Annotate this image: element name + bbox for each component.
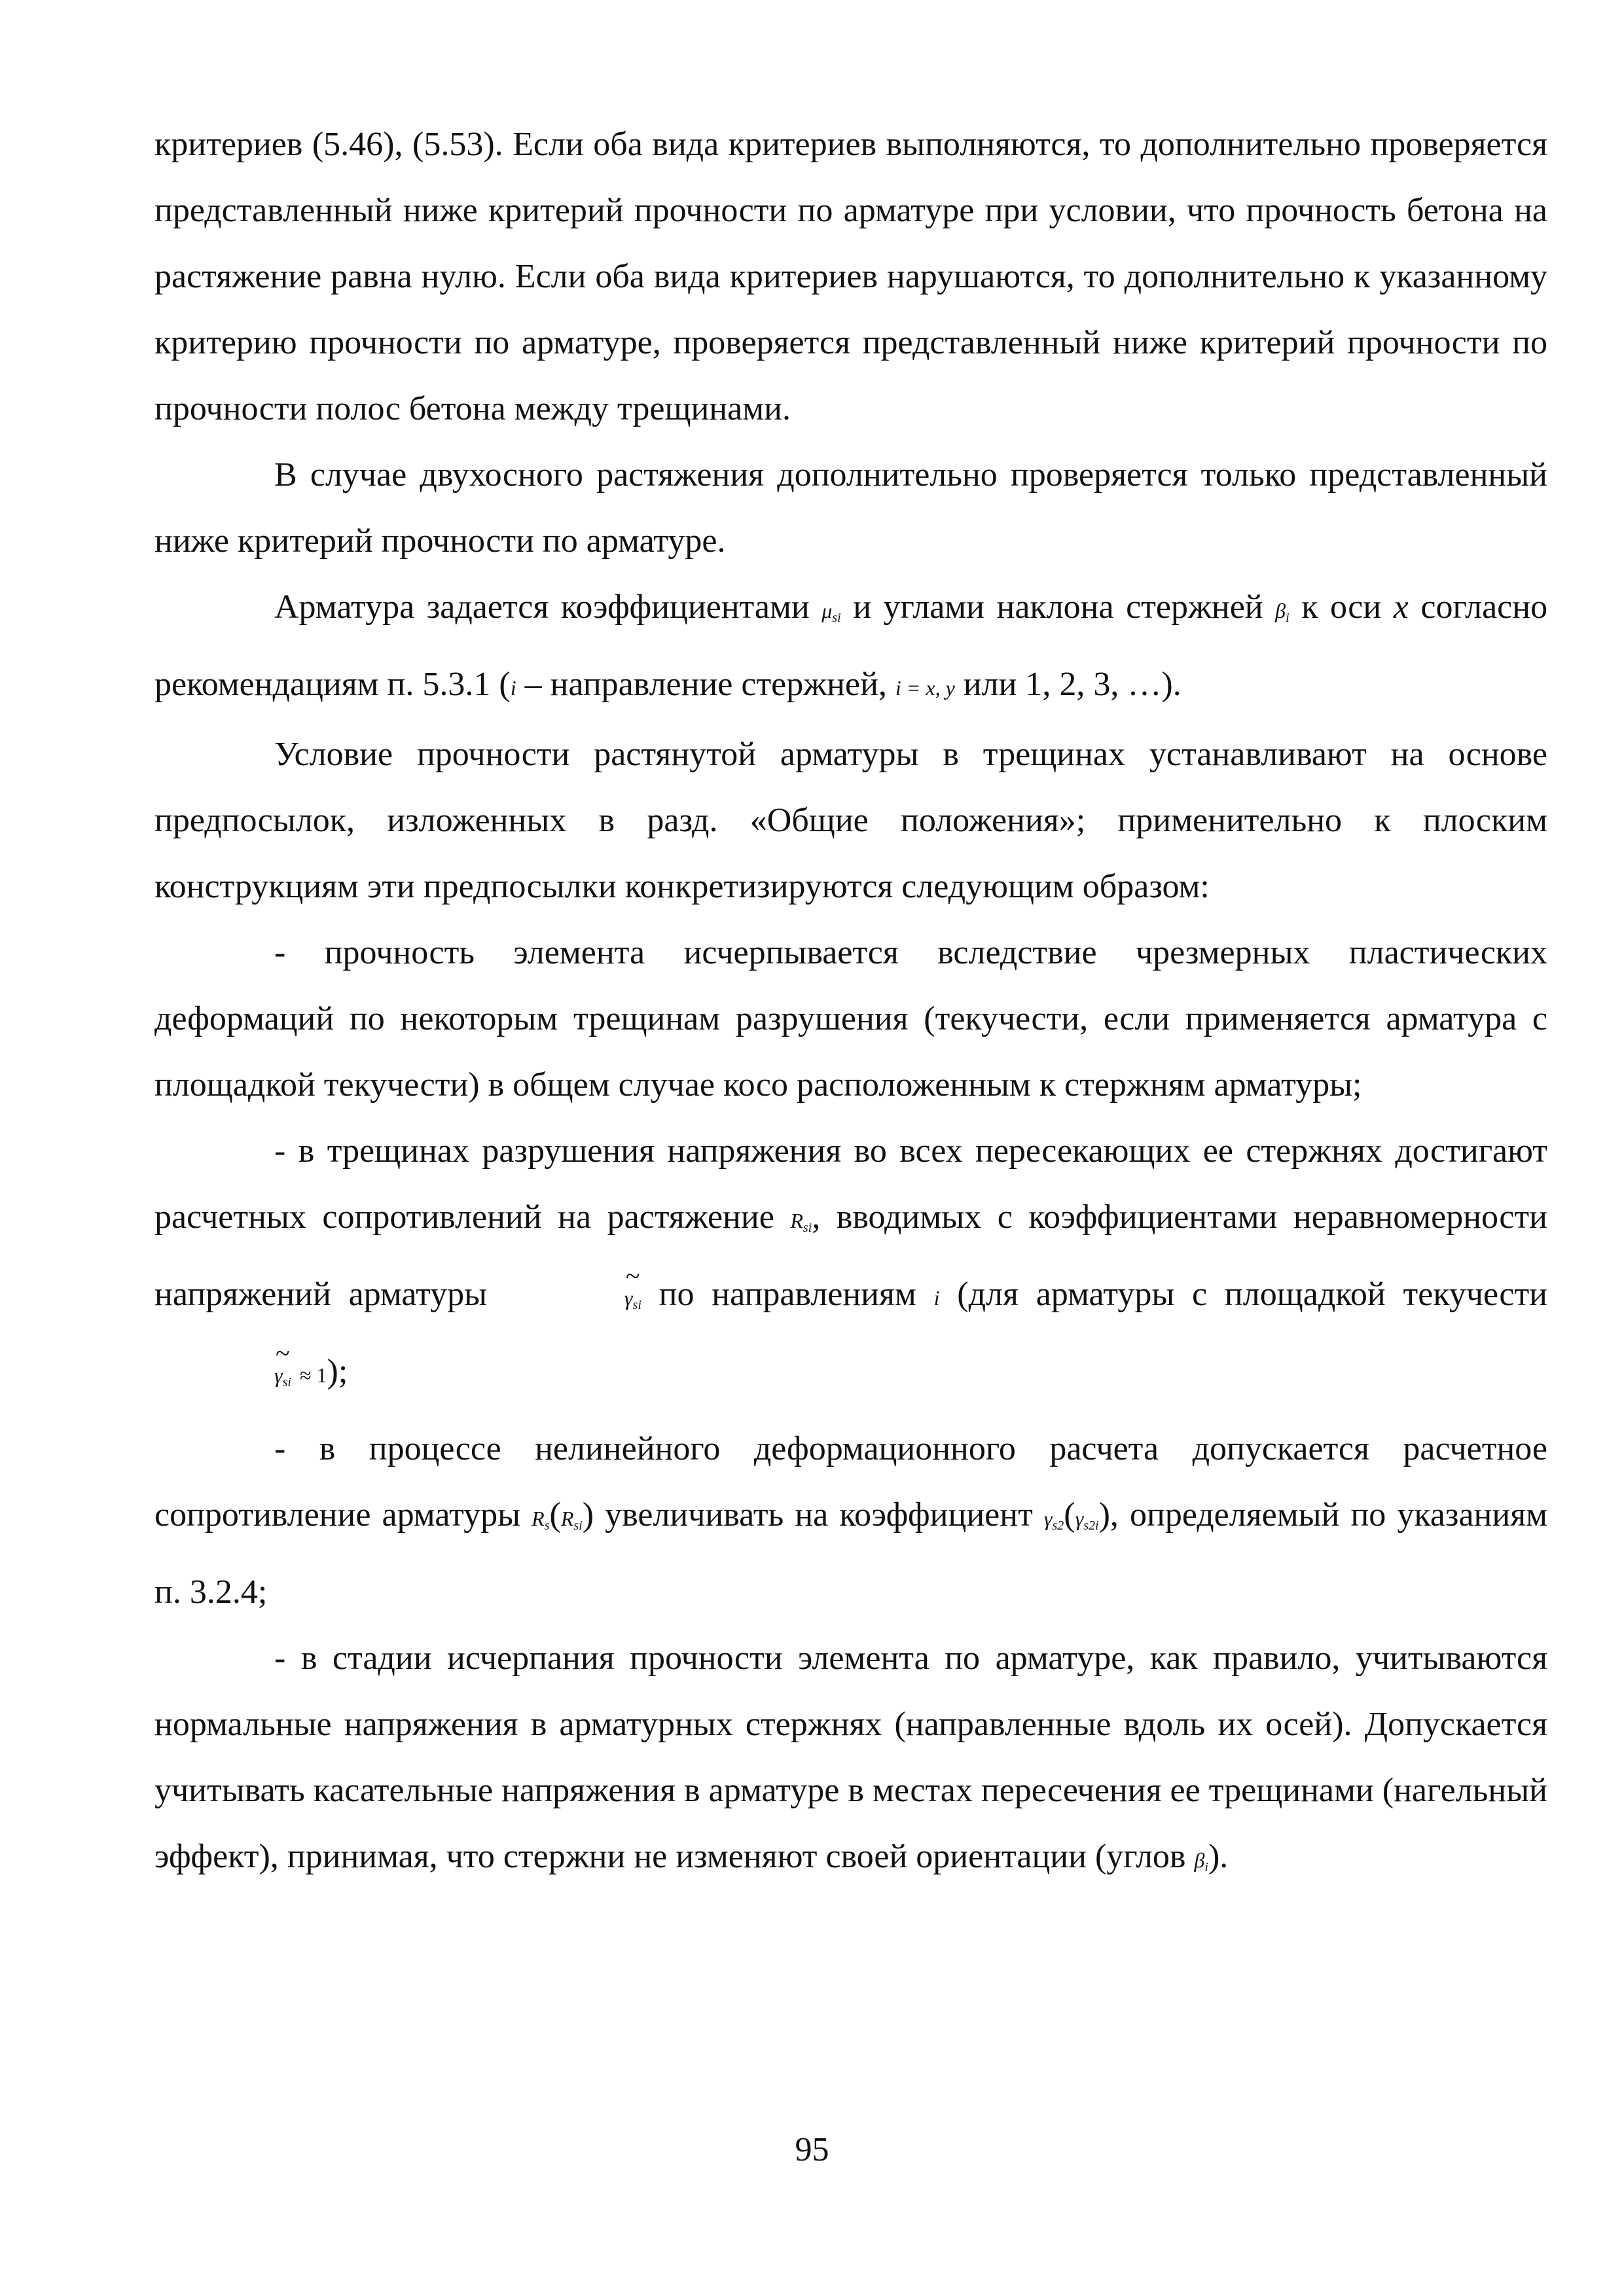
paragraph-text: - прочность элемента исчерпывается вследствие чрезмерных пластических деформаций по некоторым трещинам разрушения (текучести, если применяется арматура с площадкой текучести) в общем случае косо расположенным к стержням арматуры; (154, 934, 1547, 1103)
text-run: к оси (1301, 588, 1382, 626)
symbol: R (790, 1209, 803, 1232)
paragraph (154, 1416, 1547, 1625)
formula-Rs-Rsi: Rs(Rsi) (532, 1496, 594, 1534)
text-run: , вводимых с коэффициентами неравномерности напряжений арматуры (154, 1198, 1547, 1313)
text-run: , определяемый по указаниям п. 3.2.4; (154, 1496, 1548, 1611)
text-run: увеличивать на коэффициент (605, 1496, 1033, 1534)
symbol: x (1393, 588, 1409, 626)
text-run: ); (327, 1353, 348, 1390)
formula-i-xy: i = x, y (895, 676, 955, 700)
subscript: si (573, 1518, 583, 1533)
text-run: – направление стержней, (516, 666, 887, 703)
approx-one: ≈ 1 (299, 1363, 327, 1387)
text-run: или 1, 2, 3, …). (963, 666, 1182, 703)
text-run: согласно рекомендациям п. 5.3.1 ( (154, 588, 1548, 703)
symbol: i (510, 676, 516, 700)
subscript: i (1286, 611, 1290, 625)
paragraph (154, 442, 1547, 574)
paragraph (154, 1625, 1547, 1901)
formula-mu-si (821, 588, 840, 626)
symbol: ~ γ (154, 1342, 283, 1408)
text-run: (для арматуры с площадкой текучести (957, 1276, 1548, 1313)
symbol: R (532, 1507, 545, 1530)
text-run: - в трещинах разрушения напряжения во всех пересекающих ее стержнях достигают расчетных сопротивлений на растяжение (154, 1132, 1547, 1236)
subscript: si (632, 1298, 641, 1312)
text-run: Арматура задается коэффициентами (274, 588, 810, 626)
paragraph (154, 111, 1547, 442)
symbol: β (1275, 599, 1286, 622)
paragraph-text: Условие прочности растянутой арматуры в трещинах устанавливают на основе предпосылок, изложенных в разд. «Общие положения»; применительно к плоским конструкциям эти предпосылки конкретизируются следующим образом: (154, 736, 1547, 905)
paragraph-text: критериев (5.46), (5.53). Если оба вида критериев выполняются, то дополнительно проверяется представленный ниже критерий прочности по арматуре при условии, что прочность бетона на растяжение равна нулю. Если оба вида критериев нарушаются, то дополнительно к указанному критерию прочности по арматуре, проверяется представленный ниже критерий прочности по прочности полос бетона между трещинами. (154, 126, 1547, 427)
text-run: - в процессе нелинейного деформационного расчета допускается расчетное сопротивление арматуры (154, 1430, 1547, 1534)
symbol: γ (1075, 1507, 1084, 1530)
symbol: ~ γ (505, 1265, 633, 1331)
subscript: i (1204, 1860, 1208, 1874)
body-text (154, 111, 1547, 1901)
paragraph (154, 1118, 1547, 1416)
symbol: i (933, 1286, 940, 1310)
page-number: 95 (795, 2131, 829, 2168)
formula-beta-i (1194, 1838, 1208, 1875)
symbol: γ (1043, 1507, 1053, 1530)
paragraph-text: В случае двухосного растяжения дополнительно проверяется только представленный ниже критерий прочности по арматуре. (154, 456, 1547, 560)
paragraph (154, 920, 1547, 1118)
subscript: si (832, 611, 841, 625)
text-run: по направлениям (659, 1276, 916, 1313)
subscript: s (544, 1518, 550, 1533)
subscript: si (282, 1375, 291, 1390)
paragraph (154, 574, 1547, 721)
subscript: si (803, 1221, 812, 1235)
subscript: s2 (1052, 1518, 1064, 1533)
symbol: R (560, 1507, 574, 1530)
formula-gamma-s2: γs2(γs2i) (1043, 1496, 1110, 1534)
symbol: μ (821, 599, 833, 622)
symbol: β (1194, 1848, 1205, 1872)
formula-R-si (790, 1198, 812, 1236)
formula-beta-i (1275, 588, 1290, 626)
formula-gamma-approx (154, 1353, 327, 1390)
subscript: s2i (1083, 1518, 1099, 1533)
text-run: ). (1208, 1838, 1229, 1875)
text-run: - в стадии исчерпания прочности элемента по арматуре, как правило, учитываются нормальные напряжения в арматурных стержнях (направленные вдоль их осей). Допускается учитывать касательные напряжения в арматуре в местах пересечения ее трещинами (нагельный эффект), принимая, что стержни не изменяют своей ориентации (углов (154, 1640, 1547, 1875)
formula-gamma-tilde-si (505, 1276, 641, 1313)
paragraph (154, 721, 1547, 920)
text-run: и углами наклона стержней (853, 588, 1263, 626)
